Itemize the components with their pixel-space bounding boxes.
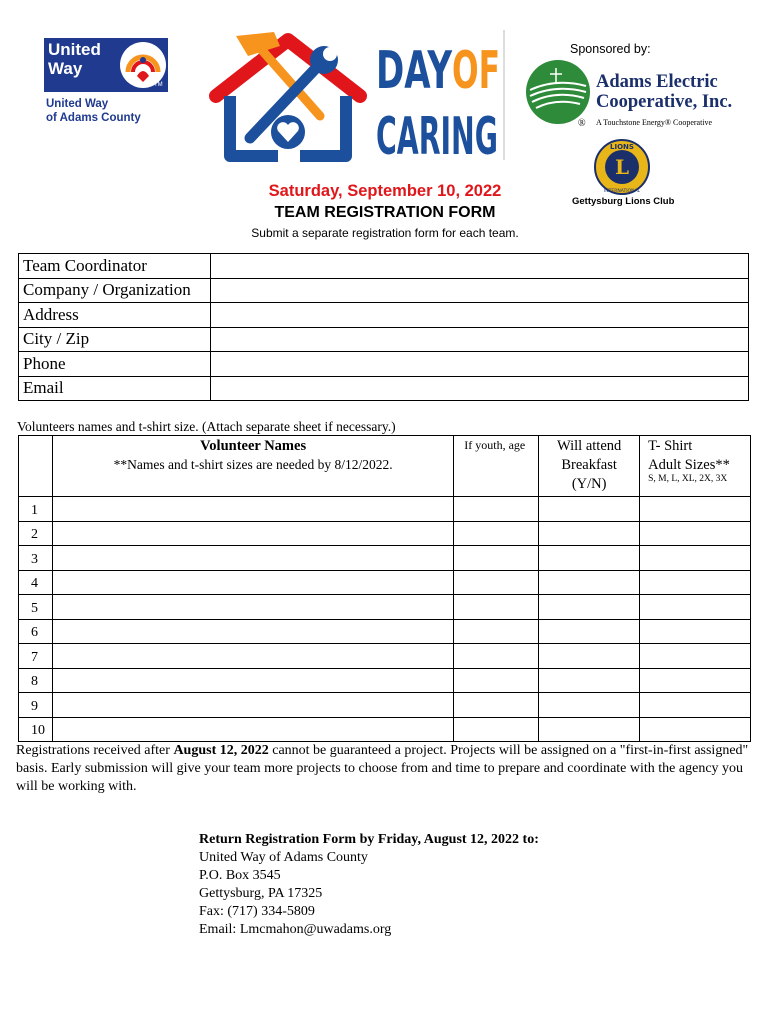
volunteer-row: [19, 717, 751, 742]
volunteer-name-input[interactable]: [52, 693, 453, 718]
adams-electric-field-icon: [526, 60, 590, 124]
volunteer-name-input[interactable]: [52, 668, 453, 693]
adams-electric-tagline: A Touchstone Energy® Cooperative: [596, 118, 713, 127]
header-youth-age: If youth, age: [464, 438, 526, 452]
day-of-caring-word-day: DAY: [376, 41, 453, 101]
volunteer-row-number: 6: [19, 619, 53, 644]
sponsored-by-label: Sponsored by:: [570, 42, 651, 56]
volunteer-row-number: 10: [19, 717, 53, 742]
team-info-input[interactable]: [211, 278, 749, 303]
lions-ring-bottom-text: INTERNATIONAL: [603, 189, 641, 194]
team-info-label: Address: [19, 303, 211, 328]
united-way-logo: [44, 38, 168, 126]
return-line-org: United Way of Adams County: [199, 850, 368, 865]
united-way-word-way: Way: [48, 59, 83, 78]
adams-electric-name: [596, 72, 732, 112]
volunteer-row: [19, 693, 751, 718]
volunteer-name-input[interactable]: [52, 644, 453, 669]
day-of-caring-word-of: OF: [452, 41, 500, 101]
volunteer-shirt-size-input[interactable]: [640, 595, 751, 620]
team-info-row: [19, 254, 749, 279]
header-number-cell: [19, 436, 53, 497]
volunteer-row-number: 4: [19, 570, 53, 595]
registration-note-before: Registrations received after: [16, 743, 174, 758]
team-info-row: [19, 376, 749, 401]
lions-ring-top-text: LIONS: [610, 143, 634, 151]
volunteer-table-header-row: [19, 436, 751, 497]
registration-note-deadline: August 12, 2022: [173, 743, 269, 758]
lions-center-letter: L: [614, 155, 630, 179]
volunteer-shirt-size-input[interactable]: [640, 497, 751, 522]
volunteer-shirt-size-input[interactable]: [640, 521, 751, 546]
volunteer-age-input[interactable]: [454, 570, 539, 595]
return-line-email: Email: Lmcmahon@uwadams.org: [199, 922, 392, 937]
header-breakfast-cell: [539, 436, 640, 497]
volunteer-row: [19, 644, 751, 669]
volunteer-age-input[interactable]: [454, 521, 539, 546]
team-info-label: City / Zip: [19, 327, 211, 352]
team-info-row: [19, 278, 749, 303]
team-info-label: Company / Organization: [19, 278, 211, 303]
header-breakfast-line-1: Will attend: [557, 438, 622, 454]
united-way-sub-line-1: United Way: [46, 98, 109, 110]
header-names-cell: [52, 436, 453, 497]
form-title: TEAM REGISTRATION FORM: [274, 204, 496, 221]
volunteer-row: [19, 595, 751, 620]
volunteer-name-input[interactable]: [52, 521, 453, 546]
volunteer-shirt-size-input[interactable]: [640, 717, 751, 742]
volunteer-shirt-size-input[interactable]: [640, 668, 751, 693]
team-info-row: [19, 352, 749, 377]
volunteer-name-input[interactable]: [52, 546, 453, 571]
volunteers-note: Volunteers names and t-shirt size. (Attach separate sheet if necessary.): [17, 419, 396, 434]
volunteer-breakfast-input[interactable]: [539, 693, 640, 718]
return-heading: Return Registration Form by Friday, August 12, 2022 to:: [199, 832, 539, 847]
team-info-input[interactable]: [211, 254, 749, 279]
volunteer-shirt-size-input[interactable]: [640, 693, 751, 718]
volunteer-row-number: 8: [19, 668, 53, 693]
volunteer-age-input[interactable]: [454, 717, 539, 742]
header-age-cell: [454, 436, 539, 497]
header-shirt-sizes: S, M, L, XL, 2X, 3X: [648, 474, 728, 484]
volunteer-age-input[interactable]: [454, 595, 539, 620]
volunteer-name-input[interactable]: [52, 497, 453, 522]
volunteer-age-input[interactable]: [454, 546, 539, 571]
team-info-row: [19, 303, 749, 328]
volunteer-table: [18, 435, 751, 742]
header-shirt-line-2: Adult Sizes**: [648, 457, 730, 473]
volunteer-age-input[interactable]: [454, 619, 539, 644]
team-info-input[interactable]: [211, 303, 749, 328]
volunteer-breakfast-input[interactable]: [539, 668, 640, 693]
return-line-fax: Fax: (717) 334-5809: [199, 904, 315, 919]
united-way-badge: [44, 38, 168, 92]
volunteer-breakfast-input[interactable]: [539, 619, 640, 644]
volunteer-shirt-size-input[interactable]: [640, 619, 751, 644]
volunteer-row: [19, 668, 751, 693]
volunteer-shirt-size-input[interactable]: [640, 546, 751, 571]
volunteer-row: [19, 570, 751, 595]
team-info-label: Team Coordinator: [19, 254, 211, 279]
header-names-deadline-note: **Names and t-shirt sizes are needed by 8/12/2022.: [113, 457, 393, 472]
team-info-input[interactable]: [211, 327, 749, 352]
volunteer-age-input[interactable]: [454, 497, 539, 522]
volunteer-name-input[interactable]: [52, 717, 453, 742]
day-of-caring-logo: [208, 26, 508, 164]
volunteer-breakfast-input[interactable]: [539, 595, 640, 620]
team-info-label: Email: [19, 376, 211, 401]
volunteer-row-number: 2: [19, 521, 53, 546]
volunteer-shirt-size-input[interactable]: [640, 644, 751, 669]
volunteer-breakfast-input[interactable]: [539, 717, 640, 742]
volunteer-age-input[interactable]: [454, 644, 539, 669]
lions-club-name: Gettysburg Lions Club: [572, 196, 675, 207]
event-date: Saturday, September 10, 2022: [268, 182, 502, 200]
adams-electric-name-line-1: Adams Electric: [596, 72, 718, 92]
volunteer-row-number: 1: [19, 497, 53, 522]
header-breakfast-line-2: Breakfast: [561, 457, 617, 473]
united-way-sub-line-2: of Adams County: [46, 112, 141, 124]
volunteer-row: [19, 497, 751, 522]
header-volunteer-names: Volunteer Names: [200, 438, 307, 454]
volunteer-name-input[interactable]: [52, 570, 453, 595]
volunteer-row-number: 3: [19, 546, 53, 571]
volunteer-row: [19, 619, 751, 644]
team-info-label: Phone: [19, 352, 211, 377]
volunteer-name-input[interactable]: [52, 619, 453, 644]
united-way-word-united: United: [48, 40, 101, 59]
volunteer-age-input[interactable]: [454, 693, 539, 718]
volunteer-row-number: 9: [19, 693, 53, 718]
adams-electric-logo: [526, 56, 746, 132]
adams-electric-registered-mark: ®: [578, 118, 586, 129]
volunteer-name-input[interactable]: [52, 595, 453, 620]
united-way-subtitle: [46, 97, 141, 125]
return-instructions: [199, 831, 539, 939]
day-of-caring-word-caring: CARING: [376, 107, 498, 164]
united-way-trademark: TM: [154, 82, 163, 88]
volunteer-age-input[interactable]: [454, 668, 539, 693]
volunteer-breakfast-input[interactable]: [539, 497, 640, 522]
team-info-input[interactable]: [211, 376, 749, 401]
volunteer-shirt-size-input[interactable]: [640, 570, 751, 595]
header-shirt-line-1: T- Shirt: [648, 438, 693, 454]
registration-note-after: cannot be guaranteed a project. Projects will be assigned on a "first-in-first assigned" basis. Early submission will give your team more projects to choose from and time to prepare and coordinate with the agency you will be working with.: [16, 743, 749, 794]
team-info-row: [19, 327, 749, 352]
adams-electric-name-line-2: Cooperative, Inc.: [596, 92, 733, 112]
volunteer-row: [19, 546, 751, 571]
header-shirt-cell: [640, 436, 751, 497]
volunteer-row-number: 5: [19, 595, 53, 620]
team-info-input[interactable]: [211, 352, 749, 377]
return-line-city: Gettysburg, PA 17325: [199, 886, 323, 901]
volunteer-breakfast-input[interactable]: [539, 644, 640, 669]
volunteer-breakfast-input[interactable]: [539, 570, 640, 595]
volunteer-row-number: 7: [19, 644, 53, 669]
header-breakfast-line-3: (Y/N): [571, 476, 607, 492]
volunteer-breakfast-input[interactable]: [539, 521, 640, 546]
volunteer-row: [19, 521, 751, 546]
team-info-table: [18, 253, 749, 401]
form-subtitle: Submit a separate registration form for each team.: [251, 226, 519, 240]
volunteer-breakfast-input[interactable]: [539, 546, 640, 571]
return-line-po-box: P.O. Box 3545: [199, 868, 281, 883]
registration-note: [16, 742, 756, 796]
